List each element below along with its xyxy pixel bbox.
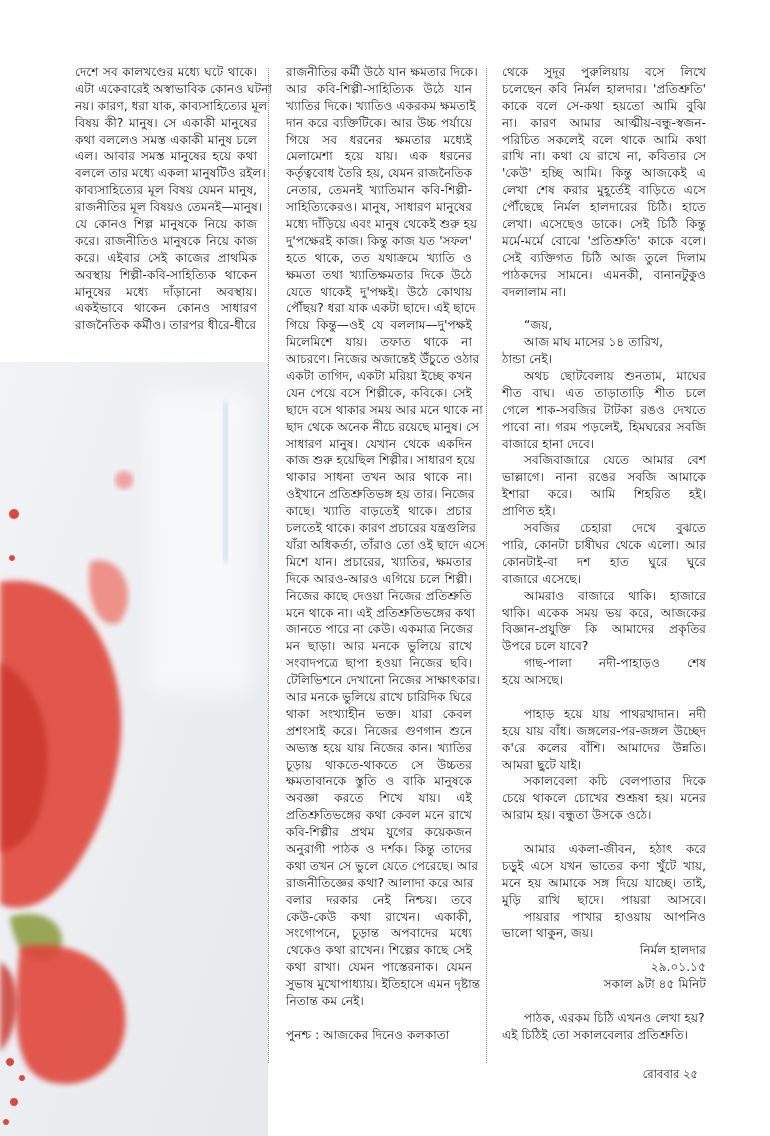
text-line: রাজনীতির কর্মী উঠে যান ক্ষমতার দিকে। [286, 65, 478, 79]
text-line: মনে হয় আমাকে সঙ্গ দিয়ে যাচ্ছে। তাই, [502, 875, 706, 890]
blank-line [502, 824, 706, 841]
text-line: বললে তার মধ্যে একলা মানুষটিও রইল। [75, 166, 266, 181]
text-line: থেকেও কথা রাখেন। শিল্পের কাছে সেই [286, 943, 472, 958]
blank-line [502, 300, 706, 317]
text-line: প্রশংসাই করে। নিজের গুণগান শুনে [286, 723, 472, 738]
text-line: চলেছেন কবি নির্মল হালদার। 'প্রতিশ্রুতি' [502, 81, 706, 96]
text-line: ওইখানে প্রতিশ্রুতিভঙ্গ হয় তার। নিজের [286, 487, 475, 502]
blank-line [502, 689, 706, 706]
text-line: যেতে থাকেই দু'পক্ষই। উঠে কোথায় [286, 284, 472, 299]
text-line: রাজনীতির মূল বিষয়ও তেমনই—মানুষ। [75, 200, 263, 215]
text-line: সবজিবাজারে যেতে আমার বেশ [524, 453, 706, 468]
text-line: যেন পেয়ে বসে শিল্পীকে, কবিকে। সেই [286, 385, 472, 400]
text-line: প্রতিশ্রুতিভঙ্গের কথা কেবল মনে রাখে [286, 808, 472, 823]
text-line: আমার একলা-জীবন, হঠাৎ করে [524, 841, 706, 856]
text-line: মিলেমিশে যায়। তফাত থাকে না [286, 335, 472, 350]
text-line: দেশে সব কালখণ্ডের মধ্যে ঘটে থাকে। [75, 65, 257, 79]
text-line: আর মনকে ভুলিয়ে রাখে চারিদিক ঘিরে [286, 689, 472, 704]
text-line: গেলে শাক-সবজির টাটকা রঙও দেখতে [502, 402, 706, 417]
text-line: সেই ব্যক্তিগত চিঠি আজ তুলে দিলাম [502, 250, 706, 265]
text-line: যে কোনও শিল্প মানুষকে নিয়ে কাজ [75, 217, 257, 232]
text-line: ক্ষমতা তথা খ্যাতিক্ষমতার দিকে উঠে [286, 267, 472, 282]
text-line: পায়রার পাখার হাওয়ায় আপনিও [524, 909, 706, 924]
text-line: অবজ্ঞা করতে শিখে যায়। এই [286, 791, 472, 806]
text-line: করে। রাজনীতিও মানুষকে নিয়ে কাজ [75, 233, 257, 248]
text-line: প্রাণিত হই। [502, 504, 556, 519]
text-line: সংগোপনে, চূড়ান্ত অপবাদের মধ্যে [286, 926, 472, 941]
text-line: পৌঁছেছে নির্মল হালদারের চিঠি। হাতে [502, 200, 706, 215]
text-line: আমরাও বাজারে থাকি। হাজারে [524, 588, 706, 603]
text-line: হয়ে যায় বাঁধ। জঙ্গলের-পর-জঙ্গল উচ্ছেদ [502, 723, 706, 738]
text-line: সাধারণ মানুষ। যেখান থেকে একদিন [286, 436, 472, 451]
text-line: চূড়ায় থাকতে-থাকতে সে উচ্চতর [286, 757, 472, 772]
text-line: ইশারা করে। আমি শিহরিত হই। [502, 487, 706, 502]
text-line: ক'রে কলের বাঁশি। আমাদের উন্নতি। [502, 740, 706, 755]
text-line: চেয়ে থাকলে চোখের শুশ্রূষা হয়। মনের [502, 791, 706, 806]
text-line: শীত বাঘ। এত তাড়াতাড়ি শীত চলে [502, 385, 706, 400]
text-line: আজ মাঘ মাসের ১৪ তারিখ, [524, 335, 663, 350]
text-line: একটা তাগিদ, একটা মরিয়া ইচ্ছে কখন [286, 369, 472, 384]
text-line: পাহাড় হয়ে যায় পাথরখাদান। নদী [524, 706, 706, 721]
text-line: পুনশ্চ : আজকের দিনেও কলকাতা [286, 1027, 450, 1042]
text-line: 'কেউ' হচ্ছি আমি। কিন্তু আজকেই এ [502, 166, 706, 181]
text-line: একইভাবে থাকেন কোনও সাধারণ [75, 301, 257, 316]
text-line: বদলালাম না। [502, 284, 567, 299]
text-line: এটা একেবারেই অস্বাভাবিক কোনও ঘটনা [75, 81, 273, 96]
text-line: চলতেই থাকে। কারণ প্রচারের যন্ত্রগুলির [286, 521, 476, 536]
text-line: অথচ ছোটবেলায় শুনতাম, মাঘের [524, 369, 706, 384]
text-line: গিয়ে কিন্তু—ওই যে বললাম—দু'পক্ষই [286, 318, 472, 333]
text-line: পরিচিত সকলেই বলে থাকে আমি কথা [502, 132, 706, 147]
text-line: ছাদ থেকে অনেক নীচে রয়েছে মানুষ। সে [286, 419, 480, 434]
text-line: খ্যাতির দিকে। খ্যাতিও একরকম ক্ষমতাই [286, 98, 476, 113]
text-line: কাব্যসাহিত্যের মূল বিষয় যেমন মানুষ, [75, 183, 257, 198]
text-line: করে। এইবার সেই কাজের প্রাথমিক [75, 250, 257, 265]
text-line: নিজের কাছে দেওয়া নিজের প্রতিশ্রুতি [286, 588, 472, 603]
text-line: থাকার সাধনা তখন আর থাকে না। [286, 470, 472, 485]
text-line: দু'পক্ষেরই কাজ। কিন্তু কাজ যত 'সফল' [286, 233, 472, 248]
text-line: রাখি না। কথা যে রাখে না, কবিতার সে [502, 149, 706, 164]
text-line: সকালবেলা কচি বেলপাতার দিকে [524, 774, 706, 789]
text-line: মন ছাড়া। আর মনকে ভুলিয়ে রাখে [286, 639, 472, 654]
text-line: উপরে চলে যাবে? [502, 639, 589, 654]
text-line: ভালো থাকুন, জয়। [502, 926, 594, 941]
blank-line [286, 1010, 472, 1027]
text-line: কাজ শুরু হয়েছিল শিল্পীর। সাধারণ হয়ে [286, 453, 476, 468]
text-line: মর্মে-মর্মে বোঝে 'প্রতিশ্রুতি' কাকে বলে। [502, 233, 706, 248]
text-line: মধ্যে দাঁড়িয়ে এবং মানুষ থেকেই শুরু হয় [286, 217, 478, 232]
text-line: কর্তৃত্ববোধ তৈরি হয়, যেমন রাজনৈতিক [286, 166, 473, 181]
text-line: কবি-শিল্পীর প্রথম যুগের কয়েকজন [286, 825, 472, 840]
text-line: মুড়ি রাখি ছাদে। পায়রা আসবে। [502, 892, 706, 907]
text-line: পৌঁছয়? ধরা যাক একটা ছাদে। এই ছাদে [286, 301, 476, 316]
text-line: চড়ুই এসে যখন ভাতের কণা খুঁটে খায়, [502, 858, 706, 873]
text-line: লেখা। এসেছেও ডাকে। সেই চিঠি কিন্তু [502, 217, 706, 232]
text-line: অবস্থায় শিল্পী-কবি-সাহিত্যিক থাকেন [75, 267, 257, 282]
text-line: আর কবি-শিল্পী-সাহিত্যিক উঠে যান [286, 81, 472, 96]
text-line: রাজনীতিজ্ঞের কথা? আলাদা করে আর [286, 875, 474, 890]
page-footer: রোববার ২৫ [642, 1067, 698, 1081]
text-line: কাকে বলে সে-কথা হয়তো আমি বুঝি [502, 98, 706, 113]
text-line: দান করে ব্যক্তিটিকে। আর উচ্চ পর্যায়ে [286, 115, 472, 130]
watercolor-flower-illustration [0, 362, 268, 1136]
text-line: নয়। কারণ, ধরা যাক, কাব্যসাহিত্যের মূল [75, 98, 268, 113]
text-line: সাহিত্যিকেরও। মানুষ, সাধারণ মানুষের [286, 200, 472, 215]
blank-line [502, 993, 706, 1010]
text-line: আমরা ছুটে যাই। [502, 757, 582, 772]
column-divider [486, 68, 487, 1063]
article-column-1 [75, 64, 273, 334]
text-line: পাবো না। গরম পড়লেই, হিমঘরের সবজি [502, 419, 706, 434]
text-line: নির্মল হালদার [639, 943, 706, 958]
text-line: কথা তখন সে ভুলে যেতে পেরেছে। আর [286, 858, 479, 873]
text-line: বলার দরকার নেই নিশ্চয়। তবে [286, 892, 472, 907]
text-line: হতে থাকে, তত যথাক্রমে খ্যাতি ও [286, 250, 472, 265]
text-line: কেউ-কেউ কথা রাখেন। একাকী, [286, 909, 472, 924]
text-line: কাছে। খ্যাতি বাড়তেই থাকে। প্রচার [286, 504, 472, 519]
text-line: যাঁরা অধিকর্তা, তাঁরাও তো ওই ছাদে এসে [286, 537, 486, 552]
text-line: পাঠকদের সামনে। এমনকী, বানানটুকুও [502, 267, 706, 282]
text-line: মানুষের মধ্যে দাঁড়ানো অবস্থায়। [75, 284, 257, 299]
text-line: থেকে সুদূর পুরুলিয়ায় বসে লিখে [502, 65, 706, 79]
text-line: ভাল্লাগে। নানা রঙের সবজি আমাকে [502, 470, 706, 485]
text-line: লেখা শেষ করার মুহূর্তেই বাড়িতে এসে [502, 183, 706, 198]
text-line: কথা রাখা। যেমন পাস্তেরনাক। যেমন [286, 960, 472, 975]
text-line: হয়ে আসছে। [502, 673, 564, 688]
text-line: কথা বললেও সমস্ত একাকী মানুষ চলে [75, 132, 257, 147]
text-line: সবজির চেহারা দেখে বুঝতে [524, 521, 706, 536]
text-line: ক্ষমতাবানকে স্তুতি ও বাকি মানুষকে [286, 774, 472, 789]
text-line: সংবাদপত্রে ছাপা হওয়া নিজের ছবি। [286, 656, 472, 671]
text-line: অভ্যস্ত হয়ে যায় নিজের কান। খ্যাতির [286, 740, 472, 755]
text-line: নেতার, তেমনই খ্যাতিমান কবি-শিল্পী- [286, 183, 472, 198]
text-line: পাঠক, এরকম চিঠি এখনও লেখা হয়? [524, 1010, 705, 1025]
text-line: মনে থাকে না। এই প্রতিশ্রুতিভঙ্গের কথা [286, 605, 475, 620]
text-line: থাকা সংখ্যাহীন ভক্ত। যারা কেবল [286, 706, 472, 721]
text-line: দিকে আরও-আরও এগিয়ে চলে শিল্পী। [286, 571, 472, 586]
text-line: সুভাষ মুখোপাধ্যায়। ইতিহাসে এমন দৃষ্টান্ত [286, 977, 481, 992]
text-line: সকাল ৯টা ৪৫ মিনিট [603, 977, 706, 992]
text-line: টেলিভিশনে দেখানো নিজের সাক্ষাৎকার। [286, 673, 481, 688]
text-line: গাছ-পালা নদী-পাহাড়ও শেষ [524, 656, 706, 671]
column-divider [268, 68, 269, 1063]
text-line: ২৯.০১.১৫ [650, 960, 706, 975]
article-column-2 [286, 64, 486, 1044]
text-line: পারি, কোনটা চাষীঘর থেকে এলো। আর [502, 537, 706, 552]
article-column-3 [502, 64, 706, 1044]
text-line: বিষয় কী? মানুষ। সে একাকী মানুষের [75, 115, 257, 130]
text-line: আরাম হয়। বন্ধুতা উসকে ওঠে। [502, 808, 652, 823]
text-line: কোনটাই-বা দশ হাত ঘুরে ঘুরে [502, 554, 706, 569]
text-line: গিয়ে সব ধরনের ক্ষমতার মধ্যেই [286, 132, 472, 147]
text-line: “জয়, [524, 318, 553, 333]
text-line: না। কারণ আমার আত্মীয়-বন্ধু-স্বজন- [502, 115, 706, 130]
text-line: বাজারে হানা দেবে। [502, 436, 595, 451]
text-line: জানতে পারে না কেউ। একমাত্র নিজের [286, 622, 473, 637]
text-line: থাকি। একেক সময় ভয় করে, আজকের [502, 605, 706, 620]
text-line: মেলামেশা হয়ে যায়। এক ধরনের [286, 149, 472, 164]
text-line: মিশে যান। প্রচারের, খ্যাতির, ক্ষমতার [286, 554, 472, 569]
text-line: বিজ্ঞান-প্রযুক্তি কি আমাদের প্রকৃতির [502, 622, 706, 637]
text-line: আচরণে। নিজের অজান্তেই উঁচুতে ওঠার [286, 352, 480, 367]
text-line: এই চিঠিই তো সকালবেলার প্রতিশ্রুতি। [502, 1027, 689, 1042]
text-line: অনুরাগী পাঠক ও দর্শক। কিন্তু তাদের [286, 841, 472, 856]
text-line: ঠান্ডা নেই। [502, 352, 553, 367]
text-line: রাজনৈতিক কর্মীও। তারপর ধীরে-ধীরে [75, 318, 257, 333]
text-line: বাজারে এসেছে। [502, 571, 582, 586]
text-line: ছাদে বসে থাকার সময় আর মনে থাকে না [286, 402, 483, 417]
text-line: নিতান্ত কম নেই। [286, 993, 364, 1008]
text-line: এল। আবার সমস্ত মানুষের হয়ে কথা [75, 149, 257, 164]
